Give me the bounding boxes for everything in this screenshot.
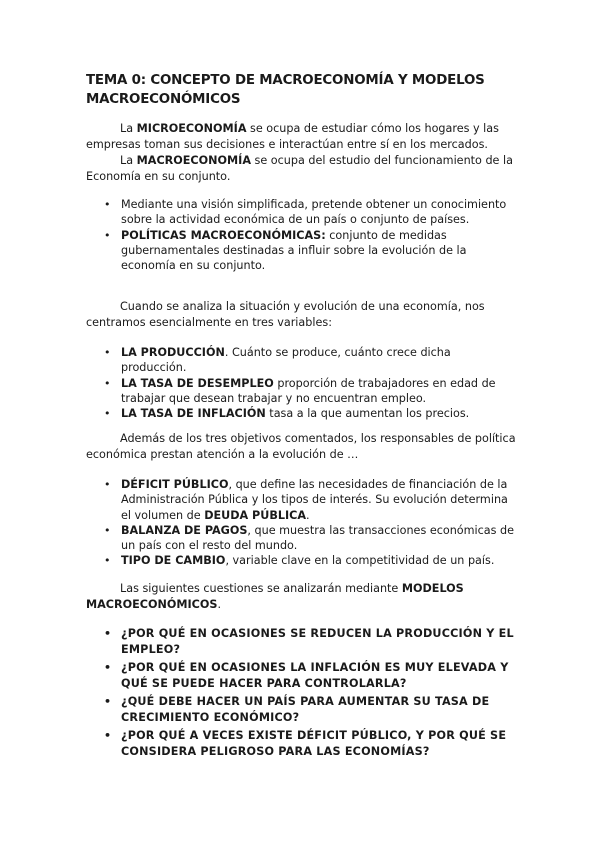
variables-paragraph: Cuando se analiza la situación y evolución de una economía, nos centramos esencialmente en tres variables: xyxy=(86,300,485,329)
question-item: • ¿POR QUÉ A VECES EXISTE DÉFICIT PÚBLICO, Y POR QUÉ SE CONSIDERA PELIGROSO PARA LAS ECONOMÍAS? xyxy=(104,729,507,758)
bullet-icon: • xyxy=(104,554,111,568)
bullet-icon: • xyxy=(104,729,112,742)
bullet-icon: • xyxy=(104,228,111,242)
macro-definition: se ocupa del estudio del funcionamiento de la Economía en su conjunto. xyxy=(86,154,513,183)
macro-bullet-list xyxy=(104,197,516,273)
list-item: • POLÍTICAS MACROECONÓMICAS: conjunto de medidas gubernamentales destinadas a influir sobre la evolución de la economía en su conjunto. xyxy=(104,228,467,273)
bullet-icon: • xyxy=(104,346,111,359)
objectives-bullet-list xyxy=(104,477,516,569)
list-item: • LA PRODUCCIÓN. Cuánto se produce, cuánto crece dicha producción. xyxy=(104,346,451,375)
question-item: • ¿POR QUÉ EN OCASIONES LA INFLACIÓN ES MUY ELEVADA Y QUÉ SE PUEDE HACER PARA CONTROLARLA? xyxy=(104,661,509,690)
variables-bullet-list xyxy=(104,345,516,421)
question-item: • ¿QUÉ DEBE HACER UN PAÍS PARA AUMENTAR SU TASA DE CRECIMIENTO ECONÓMICO? xyxy=(104,695,490,724)
questions-bullet-list xyxy=(104,626,516,759)
bullet-icon: • xyxy=(104,478,111,491)
micro-definition: se ocupa de estudiar cómo los hogares y las empresas toman sus decisiones e interactúan entre sí en los mercados. xyxy=(86,122,499,151)
objectives-paragraph: Además de los tres objetivos comentados, los responsables de política económica prestan atención a la evolución de … xyxy=(86,432,516,461)
micro-paragraph xyxy=(86,121,516,153)
bullet-icon: • xyxy=(104,661,112,674)
list-item: • TIPO DE CAMBIO, variable clave en la competitividad de un país. xyxy=(104,554,495,568)
list-item: • BALANZA DE PAGOS, que muestra las transacciones económicas de un país con el resto del mundo. xyxy=(104,523,515,553)
bullet-icon: • xyxy=(104,198,111,211)
list-item: • LA TASA DE DESEMPLEO proporción de trabajadores en edad de trabajar que desean trabajar y no encuentran empleo. xyxy=(104,376,496,405)
micro-term: MICROECONOMÍA xyxy=(136,122,247,135)
list-item: • LA TASA DE INFLACIÓN tasa a la que aumentan los precios. xyxy=(104,407,470,421)
question-item: • ¿POR QUÉ EN OCASIONES SE REDUCEN LA PRODUCCIÓN Y EL EMPLEO? xyxy=(104,627,514,656)
list-item: • DÉFICIT PÚBLICO, que define las necesidades de financiación de la Administración Pública y los tipos de interés. Su evolución determina el volumen de DEUDA PÚBLICA. xyxy=(104,478,508,522)
micro-pre: La xyxy=(120,122,137,135)
bullet-icon: • xyxy=(104,627,112,640)
macro-pre: La xyxy=(120,154,137,167)
bullet-icon: • xyxy=(104,376,111,390)
models-term: MODELOS MACROECONÓMICOS xyxy=(86,582,464,611)
macro-paragraph xyxy=(86,153,516,185)
list-item: • Mediante una visión simplificada, pretende obtener un conocimiento sobre la actividad económica de un país o conjunto de países. xyxy=(104,198,507,227)
bullet-icon: • xyxy=(104,695,112,708)
bullet-icon: • xyxy=(104,523,111,537)
document-title: TEMA 0: CONCEPTO DE MACROECONOMÍA Y MODELOS MACROECONÓMICOS xyxy=(86,73,485,107)
models-paragraph: Las siguientes cuestiones se analizarán mediante MODELOS MACROECONÓMICOS. xyxy=(86,582,464,611)
macro-term: MACROECONOMÍA xyxy=(136,154,251,167)
bullet-icon: • xyxy=(104,407,111,421)
